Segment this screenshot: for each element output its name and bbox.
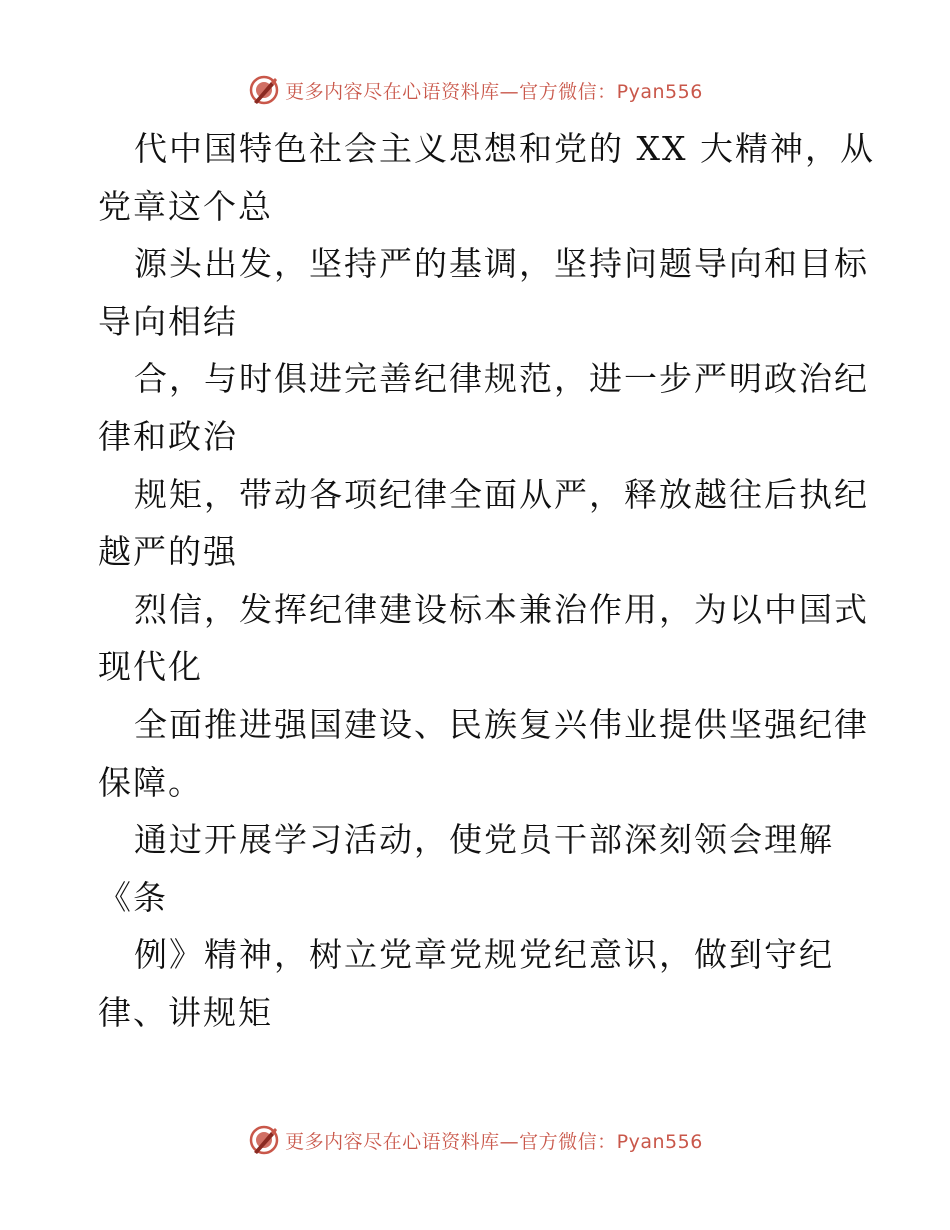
paragraph-line: 规矩，带动各项纪律全面从严，释放越往后执纪 (134, 474, 869, 514)
paragraph-line: 导向相结 (98, 301, 238, 341)
paragraph-line: 律和政治 (98, 416, 238, 456)
paragraph-line: 党章这个总 (98, 186, 273, 226)
paragraph-line: 越严的强 (98, 532, 238, 572)
paragraph-line: 《条 (98, 877, 168, 917)
paragraph-line: 代中国特色社会主义思想和党的 XX 大精神，从 (134, 129, 875, 168)
paragraph-line: 全面推进强国建设、民族复兴伟业提供坚强纪律 (134, 704, 869, 744)
seal-pen-icon (247, 73, 281, 107)
watermark-text: 更多内容尽在心语资料库—官方微信：Pyan556 (285, 1130, 703, 1153)
paragraph-line: 保障。 (98, 762, 203, 802)
footer-watermark (0, 1120, 950, 1160)
paragraph-line: 律、讲规矩 (98, 992, 273, 1032)
paragraph-line: 烈信，发挥纪律建设标本兼治作用，为以中国式 (134, 589, 869, 629)
header-watermark (0, 70, 950, 110)
paragraph-line: 源头出发，坚持严的基调，坚持问题导向和目标 (134, 244, 869, 284)
paragraph-line: 合，与时俱进完善纪律规范，进一步严明政治纪 (134, 359, 869, 399)
paragraph-line: 现代化 (98, 647, 203, 687)
paragraph-line: 例》精神，树立党章党规党纪意识，做到守纪 (134, 935, 834, 975)
seal-pen-icon (247, 1123, 281, 1157)
watermark-text: 更多内容尽在心语资料库—官方微信：Pyan556 (285, 80, 703, 103)
document-body (98, 120, 875, 1042)
paragraph-line: 通过开展学习活动，使党员干部深刻领会理解 (134, 820, 834, 860)
